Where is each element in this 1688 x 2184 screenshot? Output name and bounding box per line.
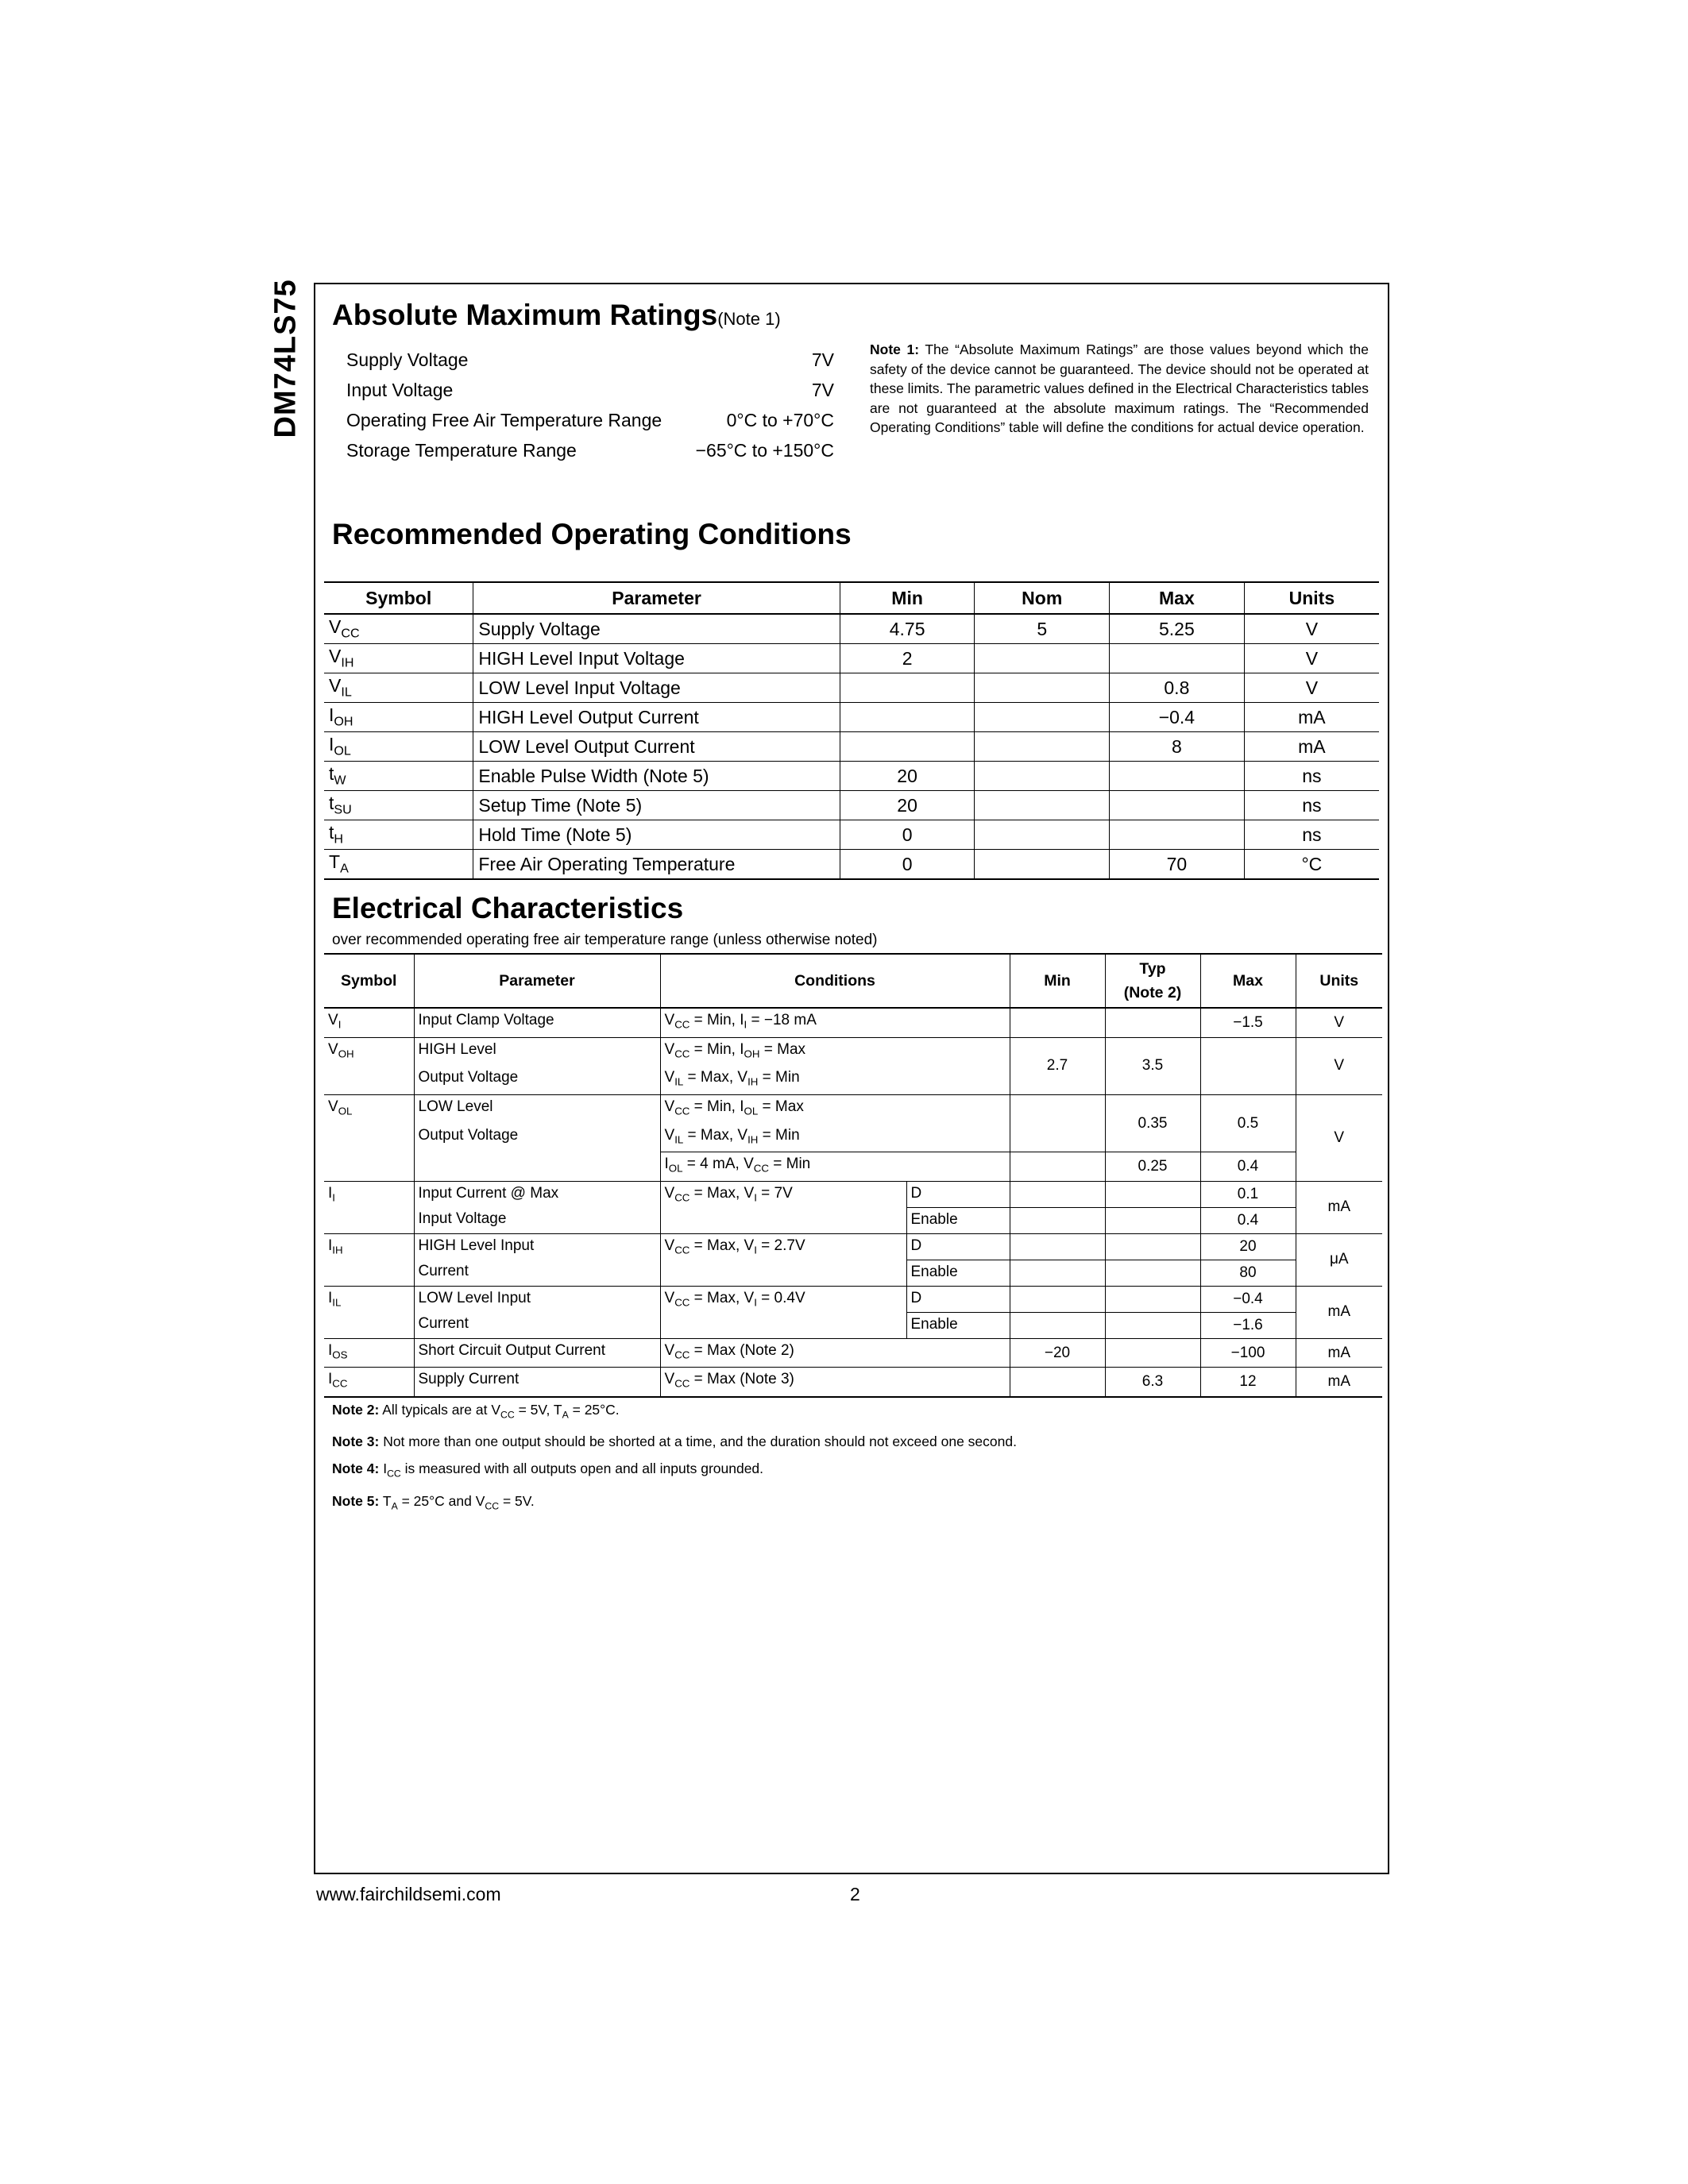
ec-max: 0.4	[1200, 1152, 1296, 1182]
roc-max: −0.4	[1110, 703, 1245, 732]
ec-max: 0.5	[1200, 1094, 1296, 1152]
ec-min	[1010, 1368, 1105, 1397]
ec-symbol: $V_{OL}$	[324, 1094, 414, 1181]
amr-label: Supply Voltage	[346, 349, 469, 370]
ec-row-ii	[324, 1181, 1382, 1207]
ec-condition: $V_{CC}$ = Min, $I_{OL}$ = Max	[660, 1094, 1010, 1123]
ec-typ	[1105, 1338, 1200, 1368]
amr-value: 7V	[811, 349, 834, 370]
ec-row-vi	[324, 1008, 1382, 1037]
ec-symbol: $I_{IL}$	[324, 1286, 414, 1338]
roc-units: V	[1244, 614, 1379, 644]
roc-units: V	[1244, 673, 1379, 703]
ec-symbol: $I_{OS}$	[324, 1338, 414, 1368]
ec-max: 80	[1200, 1260, 1296, 1286]
roc-symbol: $I_{OH}$	[324, 703, 473, 732]
ec-min: −20	[1010, 1338, 1105, 1368]
roc-max: 5.25	[1110, 614, 1245, 644]
roc-nom	[975, 703, 1110, 732]
amr-row	[346, 380, 834, 403]
roc-row	[324, 644, 1379, 673]
ec-parameter: Output Voltage	[414, 1066, 660, 1094]
roc-row	[324, 762, 1379, 791]
ec-parameter: HIGH Level Input	[414, 1233, 660, 1260]
roc-units: ns	[1244, 791, 1379, 820]
ec-units: mA	[1296, 1286, 1382, 1338]
ec-min	[1010, 1094, 1105, 1152]
roc-symbol: $t_W$	[324, 762, 473, 791]
roc-parameter: Free Air Operating Temperature	[473, 850, 840, 880]
ec-min: 2.7	[1010, 1037, 1105, 1094]
ec-table	[324, 953, 1382, 1398]
roc-units: ns	[1244, 762, 1379, 791]
ec-symbol: $I_I$	[324, 1181, 414, 1233]
roc-nom	[975, 732, 1110, 762]
ec-typ	[1105, 1312, 1200, 1338]
ec-max	[1200, 1037, 1296, 1094]
roc-max: 8	[1110, 732, 1245, 762]
ec-typ	[1105, 1008, 1200, 1037]
amr-value: 0°C to +70°C	[726, 410, 834, 430]
amr-title: Absolute Maximum Ratings(Note 1)	[332, 299, 781, 331]
amr-row	[346, 440, 834, 464]
ec-row-vol	[324, 1094, 1382, 1123]
roc-min: 4.75	[840, 614, 975, 644]
ec-pin: D	[906, 1233, 1010, 1260]
roc-nom	[975, 791, 1110, 820]
roc-table	[324, 581, 1379, 880]
ec-pin: D	[906, 1181, 1010, 1207]
roc-units: V	[1244, 644, 1379, 673]
roc-header: Units	[1244, 582, 1379, 614]
roc-row	[324, 614, 1379, 644]
ec-typ: 0.35	[1105, 1094, 1200, 1152]
roc-units: °C	[1244, 850, 1379, 880]
footer-url[interactable]: www.fairchildsemi.com	[316, 1884, 501, 1904]
ec-max: −100	[1200, 1338, 1296, 1368]
ec-title: Electrical Characteristics	[332, 892, 684, 924]
amr-label: Operating Free Air Temperature Range	[346, 410, 662, 430]
roc-row	[324, 791, 1379, 820]
roc-nom	[975, 762, 1110, 791]
ec-typ: 3.5	[1105, 1037, 1200, 1094]
ec-typ	[1105, 1233, 1200, 1260]
roc-symbol: $t_{SU}$	[324, 791, 473, 820]
roc-units: ns	[1244, 820, 1379, 850]
ec-parameter: Current	[414, 1312, 660, 1338]
ec-max: 0.4	[1200, 1207, 1296, 1233]
ec-symbol: $I_{CC}$	[324, 1368, 414, 1397]
ec-parameter: Output Voltage	[414, 1124, 660, 1182]
roc-min	[840, 673, 975, 703]
page-number: 2	[850, 1884, 860, 1904]
roc-parameter: LOW Level Input Voltage	[473, 673, 840, 703]
ec-units: mA	[1296, 1338, 1382, 1368]
roc-min	[840, 703, 975, 732]
ec-min	[1010, 1286, 1105, 1312]
ec-max: −0.4	[1200, 1286, 1296, 1312]
roc-nom	[975, 820, 1110, 850]
ec-units: mA	[1296, 1181, 1382, 1233]
amr-row	[346, 349, 834, 373]
ec-header-min: Min	[1010, 954, 1105, 1008]
ec-min	[1010, 1233, 1105, 1260]
roc-symbol: $I_{OL}$	[324, 732, 473, 762]
roc-max	[1110, 820, 1245, 850]
amr-row	[346, 410, 834, 434]
ec-max: 12	[1200, 1368, 1296, 1397]
ec-condition: $V_{CC}$ = Min, $I_I = -18$ mA	[660, 1008, 1010, 1037]
ec-row-voh	[324, 1037, 1382, 1066]
ec-header-typ: Typ (Note 2)	[1105, 954, 1200, 1008]
roc-parameter: LOW Level Output Current	[473, 732, 840, 762]
roc-row	[324, 820, 1379, 850]
ec-symbol: $I_{IH}$	[324, 1233, 414, 1286]
ec-header-max: Max	[1200, 954, 1296, 1008]
ec-row-icc	[324, 1368, 1382, 1397]
roc-row	[324, 732, 1379, 762]
ec-pin: D	[906, 1286, 1010, 1312]
ec-header-units: Units	[1296, 954, 1382, 1008]
roc-units: mA	[1244, 703, 1379, 732]
ec-symbol: $V_{OH}$	[324, 1037, 414, 1094]
roc-parameter: Setup Time (Note 5)	[473, 791, 840, 820]
ec-symbol: $V_I$	[324, 1008, 414, 1037]
ec-header-symbol: Symbol	[324, 954, 414, 1008]
roc-title: Recommended Operating Conditions	[332, 518, 852, 550]
ec-min	[1010, 1152, 1105, 1182]
roc-row	[324, 673, 1379, 703]
roc-units: mA	[1244, 732, 1379, 762]
ec-pin: Enable	[906, 1260, 1010, 1286]
roc-parameter: Supply Voltage	[473, 614, 840, 644]
ec-units: V	[1296, 1037, 1382, 1094]
ec-condition: $V_{CC}$ = Min, $I_{OH}$ = Max	[660, 1037, 1010, 1066]
roc-min: 2	[840, 644, 975, 673]
note-item: Note 5: $T_A = 25^\circ C$ and $V_{CC} = 5V$.	[332, 1492, 535, 1511]
ec-min	[1010, 1207, 1105, 1233]
roc-parameter: HIGH Level Output Current	[473, 703, 840, 732]
ec-max: 0.1	[1200, 1181, 1296, 1207]
roc-min	[840, 732, 975, 762]
roc-header: Symbol	[324, 582, 473, 614]
roc-header: Min	[840, 582, 975, 614]
roc-nom	[975, 644, 1110, 673]
roc-max	[1110, 644, 1245, 673]
ec-parameter: LOW Level Input	[414, 1286, 660, 1312]
roc-row	[324, 703, 1379, 732]
ec-max: −1.5	[1200, 1008, 1296, 1037]
roc-symbol: $V_{IL}$	[324, 673, 473, 703]
ec-parameter: Short Circuit Output Current	[414, 1338, 660, 1368]
ec-typ: 6.3	[1105, 1368, 1200, 1397]
ec-condition: $V_{CC}$ = Max, $V_I = 0.4V$	[660, 1286, 906, 1338]
note-item: Note 3: Not more than one output should be shorted at a time, and the duration should not exceed one second.	[332, 1433, 1017, 1450]
roc-nom	[975, 850, 1110, 880]
roc-symbol: $t_H$	[324, 820, 473, 850]
ec-row-ios	[324, 1338, 1382, 1368]
roc-min: 20	[840, 762, 975, 791]
amr-value: 7V	[811, 380, 834, 400]
ec-min	[1010, 1312, 1105, 1338]
ec-parameter: HIGH Level	[414, 1037, 660, 1066]
ec-pin: Enable	[906, 1207, 1010, 1233]
ec-max: 20	[1200, 1233, 1296, 1260]
ec-units: mA	[1296, 1368, 1382, 1397]
ec-parameter: Input Voltage	[414, 1207, 660, 1233]
roc-header: Max	[1110, 582, 1245, 614]
ec-parameter: LOW Level	[414, 1094, 660, 1123]
roc-max	[1110, 762, 1245, 791]
roc-max: 70	[1110, 850, 1245, 880]
ec-condition: $V_{CC}$ = Max, $V_I = 2.7V$	[660, 1233, 906, 1286]
ec-header-parameter: Parameter	[414, 954, 660, 1008]
roc-symbol: $T_A$	[324, 850, 473, 880]
amr-label: Storage Temperature Range	[346, 440, 577, 461]
roc-min: 20	[840, 791, 975, 820]
ec-typ: 0.25	[1105, 1152, 1200, 1182]
ec-row-iih	[324, 1233, 1382, 1260]
ec-parameter: Input Current @ Max	[414, 1181, 660, 1207]
ec-min	[1010, 1260, 1105, 1286]
roc-header: Parameter	[473, 582, 840, 614]
ec-units: V	[1296, 1008, 1382, 1037]
ec-parameter: Supply Current	[414, 1368, 660, 1397]
ec-row-iil	[324, 1286, 1382, 1312]
ec-min	[1010, 1008, 1105, 1037]
roc-parameter: Enable Pulse Width (Note 5)	[473, 762, 840, 791]
ec-condition: $V_{CC}$ = Max (Note 2)	[660, 1338, 1010, 1368]
ec-parameter: Current	[414, 1260, 660, 1286]
roc-max: 0.8	[1110, 673, 1245, 703]
roc-symbol: $V_{CC}$	[324, 614, 473, 644]
roc-parameter: HIGH Level Input Voltage	[473, 644, 840, 673]
ec-condition: $V_{IL}$ = Max, $V_{IH}$ = Min	[660, 1066, 1010, 1094]
ec-units: μA	[1296, 1233, 1382, 1286]
note-item: Note 4: $I_{CC}$ is measured with all outputs open and all inputs grounded.	[332, 1461, 764, 1480]
ec-typ	[1105, 1260, 1200, 1286]
roc-nom	[975, 673, 1110, 703]
ec-condition: $V_{IL}$ = Max, $V_{IH}$ = Min	[660, 1124, 1010, 1152]
amr-value: −65°C to +150°C	[695, 440, 834, 461]
roc-nom: 5	[975, 614, 1110, 644]
ec-min	[1010, 1181, 1105, 1207]
amr-label: Input Voltage	[346, 380, 454, 400]
side-title: DM74LS75	[268, 279, 303, 438]
roc-header: Nom	[975, 582, 1110, 614]
ec-units: V	[1296, 1094, 1382, 1181]
ec-typ	[1105, 1286, 1200, 1312]
roc-min: 0	[840, 850, 975, 880]
ec-max: −1.6	[1200, 1312, 1296, 1338]
ec-subtitle: over recommended operating free air temperature range (unless otherwise noted)	[332, 932, 878, 948]
ec-parameter: Input Clamp Voltage	[414, 1008, 660, 1037]
ec-condition: $V_{CC}$ = Max, $V_I = 7V$	[660, 1181, 906, 1233]
ec-pin: Enable	[906, 1312, 1010, 1338]
roc-row	[324, 850, 1379, 880]
ec-condition: $I_{OL} = 4$ mA, $V_{CC}$ = Min	[660, 1152, 1010, 1182]
roc-parameter: Hold Time (Note 5)	[473, 820, 840, 850]
notes-list	[332, 1396, 1017, 1519]
roc-max	[1110, 791, 1245, 820]
note-item: Note 2: All typicals are at $V_{CC} = 5V$, $T_A = 25^\circ C$.	[332, 1402, 620, 1421]
note-1: Note 1: The “Absolute Maximum Ratings” are those values beyond which the safety of the device cannot be guaranteed. The device should not be operated at these limits. The parametric values defined in the Electrical Characteristics tables are not guaranteed at the absolute maximum ratings. The “Recommended Operating Conditions” table will define the conditions for actual device operation.	[870, 341, 1369, 435]
ec-typ	[1105, 1207, 1200, 1233]
roc-min: 0	[840, 820, 975, 850]
ec-header-conditions: Conditions	[660, 954, 1010, 1008]
ec-condition: $V_{CC}$ = Max (Note 3)	[660, 1368, 1010, 1397]
roc-symbol: $V_{IH}$	[324, 644, 473, 673]
ec-typ	[1105, 1181, 1200, 1207]
